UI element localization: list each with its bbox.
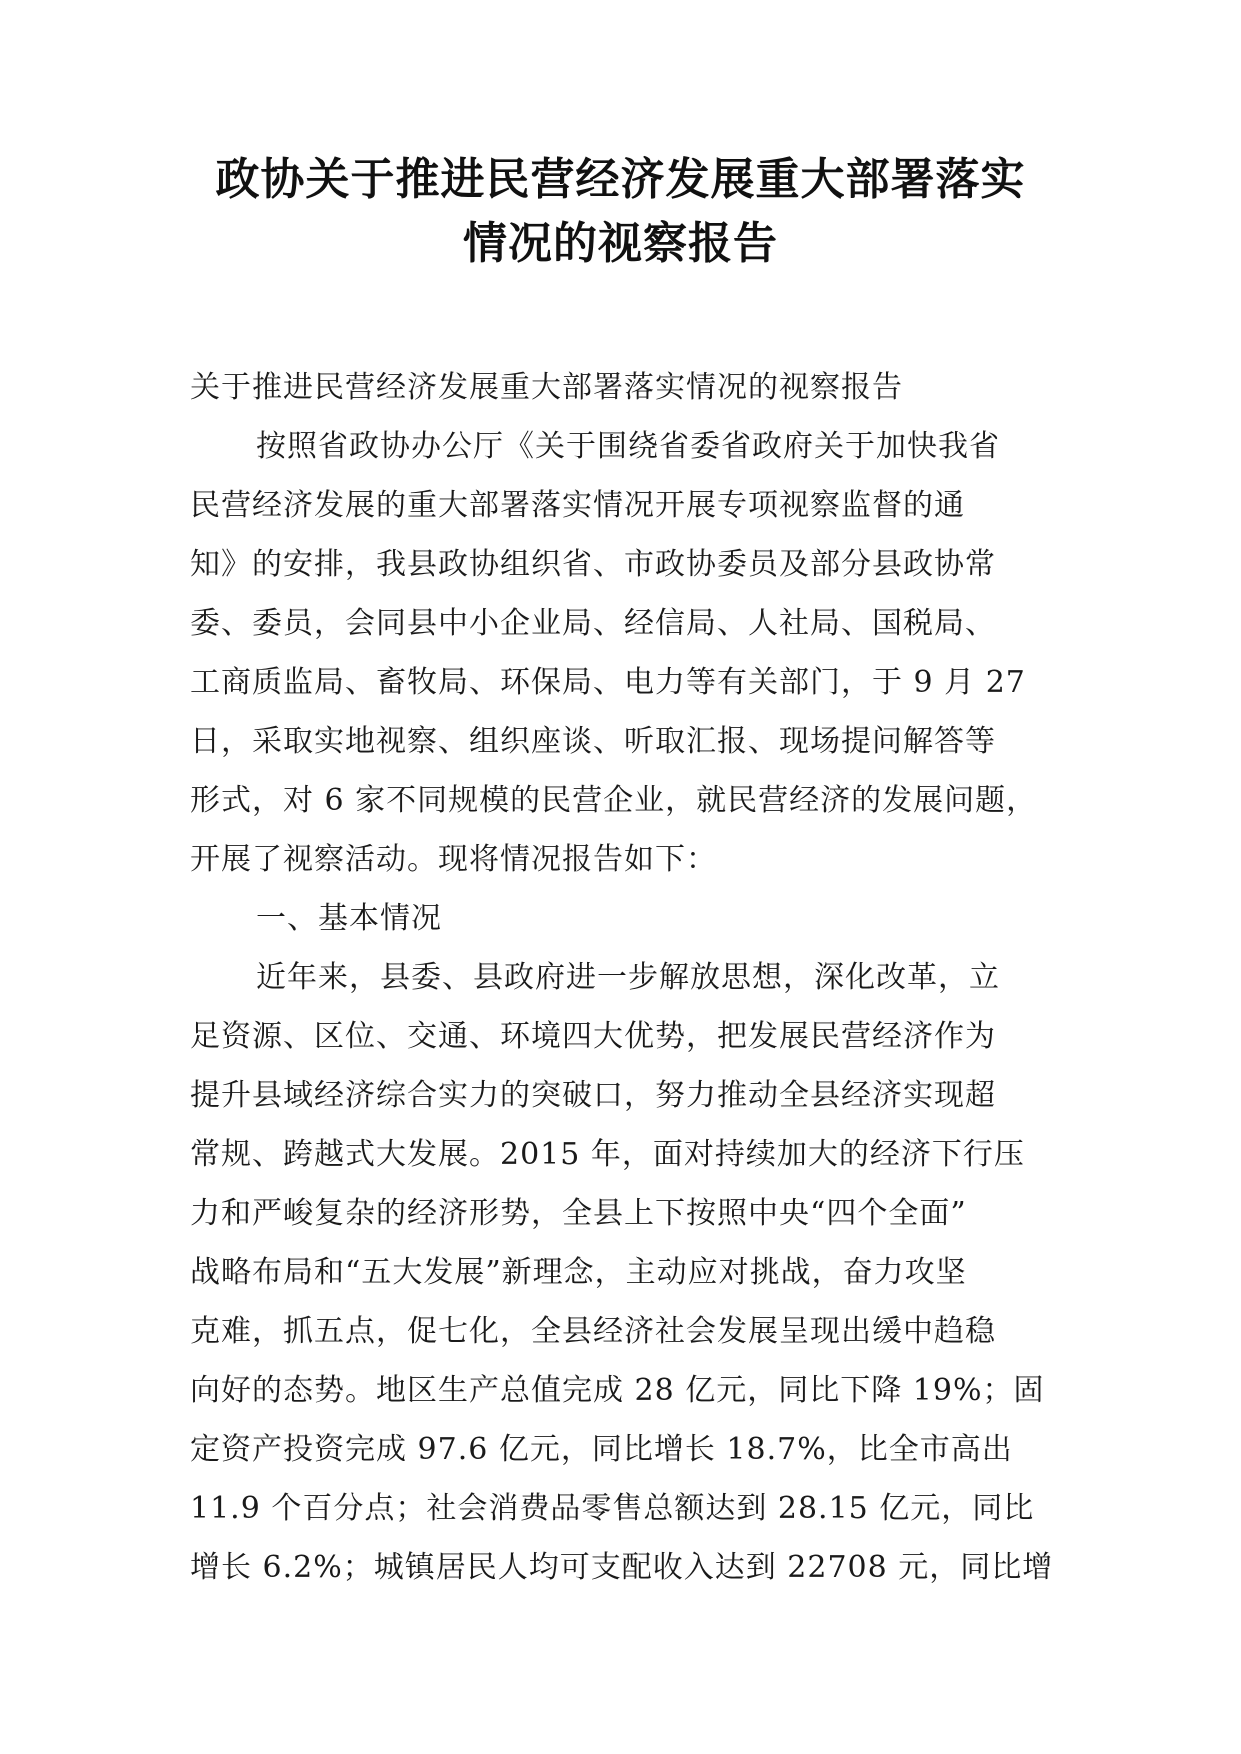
paragraph-line: 近年来，县委、县政府进一步解放思想，深化改革，立 <box>256 960 1000 995</box>
paragraph-line: 定资产投资完成 97.6 亿元，同比增长 18.7%，比全市高出 <box>190 1432 1013 1467</box>
paragraph-line: 工商质监局、畜牧局、环保局、电力等有关部门，于 9 月 27 <box>190 665 1026 700</box>
paragraph-line: 克难，抓五点，促七化，全县经济社会发展呈现出缓中趋稳 <box>190 1314 996 1349</box>
document-body <box>190 358 1054 1597</box>
subtitle-text: 关于推进民营经济发展重大部署落实情况的视察报告 <box>190 370 903 405</box>
paragraph-line: 增长 6.2%；城镇居民人均可支配收入达到 22708 元，同比增 <box>190 1550 1054 1585</box>
subtitle <box>190 358 1050 417</box>
title-line: 情况的视察报告 <box>463 218 778 269</box>
paragraph-line: 形式，对 6 家不同规模的民营企业，就民营经济的发展问题， <box>190 783 1038 818</box>
paragraph-line: 按照省政协办公厅《关于围绕省委省政府关于加快我省 <box>256 429 1000 464</box>
paragraph-line: 力和严峻复杂的经济形势，全县上下按照中央“四个全面” <box>190 1196 967 1231</box>
paragraph-line: 向好的态势。地区生产总值完成 28 亿元，同比下降 19%；固 <box>190 1373 1045 1408</box>
paragraph-intro <box>190 417 1050 889</box>
paragraph-basic-situation <box>190 948 1054 1597</box>
paragraph-line: 常规、跨越式大发展。2015 年，面对持续加大的经济下行压 <box>190 1137 1025 1172</box>
paragraph-line: 11.9 个百分点；社会消费品零售总额达到 28.15 亿元，同比 <box>190 1491 1035 1526</box>
section-heading <box>190 889 1050 948</box>
paragraph-line: 委、委员，会同县中小企业局、经信局、人社局、国税局、 <box>190 606 996 641</box>
document-title <box>150 148 1091 276</box>
paragraph-line: 提升县域经济综合实力的突破口，努力推动全县经济实现超 <box>190 1078 996 1113</box>
paragraph-line: 战略布局和“五大发展”新理念，主动应对挑战，奋力攻坚 <box>190 1255 967 1290</box>
paragraph-line: 民营经济发展的重大部署落实情况开展专项视察监督的通 <box>190 488 965 523</box>
paragraph-line: 知》的安排，我县政协组织省、市政协委员及部分县政协常 <box>190 547 996 582</box>
section-heading-text: 一、基本情况 <box>256 901 442 936</box>
paragraph-line: 足资源、区位、交通、环境四大优势，把发展民营经济作为 <box>190 1019 996 1054</box>
paragraph-line: 日，采取实地视察、组织座谈、听取汇报、现场提问解答等 <box>190 724 996 759</box>
paragraph-line: 开展了视察活动。现将情况报告如下： <box>190 842 717 877</box>
title-line: 政协关于推进民营经济发展重大部署落实 <box>215 154 1026 205</box>
